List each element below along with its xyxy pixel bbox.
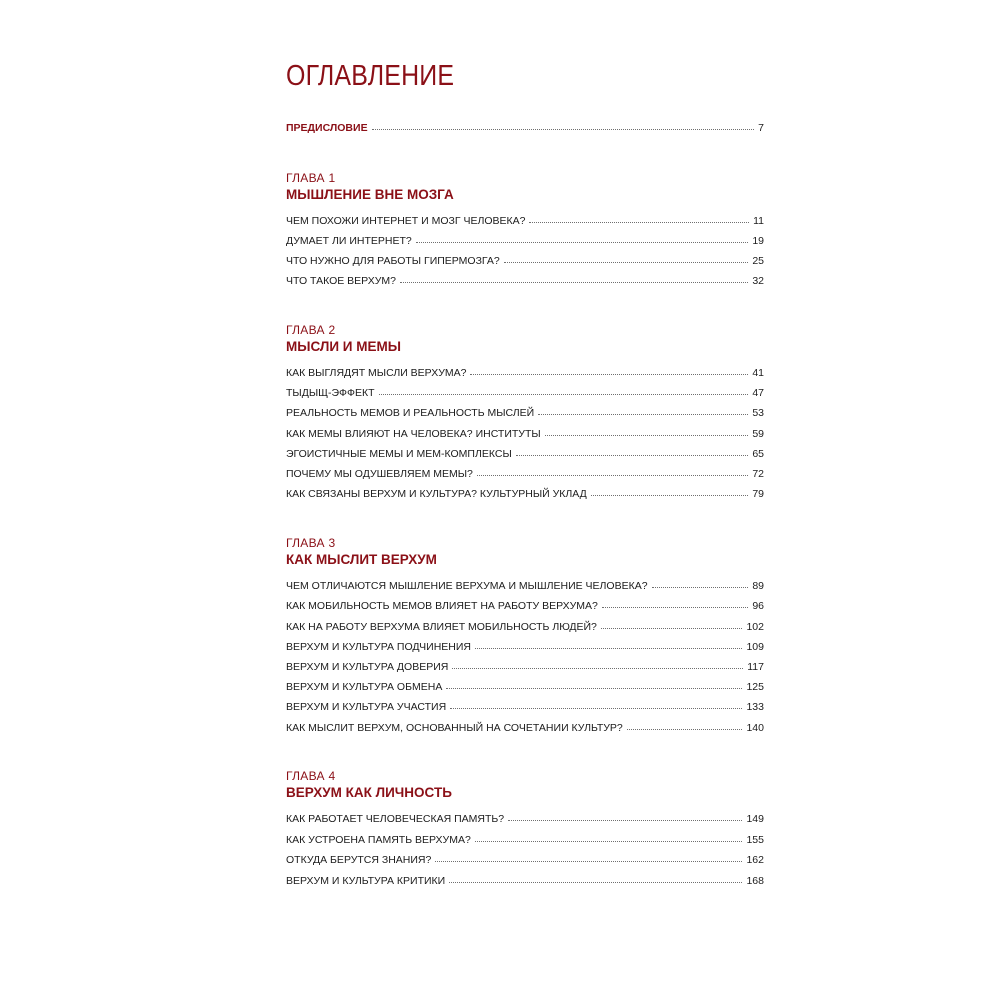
toc-entry-page: 19 [752, 235, 764, 247]
toc-entry-page: 96 [752, 600, 764, 612]
toc-entry[interactable] [286, 639, 764, 655]
toc-entry-page: 53 [752, 407, 764, 419]
toc-entry-page: 32 [752, 275, 764, 287]
toc-entry[interactable] [286, 619, 764, 635]
toc-entry-label: ДУМАЕТ ЛИ ИНТЕРНЕТ? [286, 235, 412, 247]
toc-entry-label: ЭГОИСТИЧНЫЕ МЕМЫ И МЕМ-КОМПЛЕКСЫ [286, 448, 512, 460]
toc-entry[interactable] [286, 385, 764, 401]
toc-entry-page: 59 [752, 428, 764, 440]
dot-leader [379, 394, 749, 395]
toc-entry-page: 168 [746, 875, 764, 887]
dot-leader [602, 607, 748, 608]
dot-leader [400, 282, 748, 283]
toc-entry-page: 41 [752, 367, 764, 379]
toc-entry-page: 149 [746, 813, 764, 825]
toc-entry-preface[interactable] [286, 120, 764, 136]
dot-leader [508, 820, 742, 821]
toc-entry-label: ВЕРХУМ И КУЛЬТУРА ОБМЕНА [286, 681, 443, 693]
dot-leader [470, 374, 748, 375]
dot-leader [516, 455, 749, 456]
toc-entry-label: КАК СВЯЗАНЫ ВЕРХУМ И КУЛЬТУРА? КУЛЬТУРНЫЙ УКЛАД [286, 488, 587, 500]
toc-entry-label: КАК МЫСЛИТ ВЕРХУМ, ОСНОВАННЫЙ НА СОЧЕТАНИИ КУЛЬТУР? [286, 722, 623, 734]
toc-entry[interactable] [286, 405, 764, 421]
dot-leader [435, 861, 742, 862]
toc-entry[interactable] [286, 446, 764, 462]
chapter-label: ГЛАВА 4 [286, 769, 336, 783]
toc-entry[interactable] [286, 699, 764, 715]
toc-entry-page: 47 [752, 387, 764, 399]
toc-entry-page: 125 [746, 681, 764, 693]
chapter-title: МЫСЛИ И МЕМЫ [286, 339, 401, 354]
toc-entry[interactable] [286, 811, 764, 827]
toc-entry-label: ОТКУДА БЕРУТСЯ ЗНАНИЯ? [286, 854, 432, 866]
toc-entry-label: РЕАЛЬНОСТЬ МЕМОВ И РЕАЛЬНОСТЬ МЫСЛЕЙ [286, 407, 535, 419]
toc-entry-page: 79 [752, 488, 764, 500]
toc-entry-label: ВЕРХУМ И КУЛЬТУРА КРИТИКИ [286, 875, 446, 887]
dot-leader [627, 729, 743, 730]
toc-entry-label: ВЕРХУМ И КУЛЬТУРА УЧАСТИЯ [286, 701, 447, 713]
toc-entry-label: КАК УСТРОЕНА ПАМЯТЬ ВЕРХУМА? [286, 834, 471, 846]
dot-leader [449, 882, 742, 883]
toc-entry-label: ВЕРХУМ И КУЛЬТУРА ДОВЕРИЯ [286, 661, 449, 673]
dot-leader [446, 688, 742, 689]
toc-entry-page: 140 [746, 722, 764, 734]
toc-entry[interactable] [286, 486, 764, 502]
dot-leader [529, 222, 749, 223]
toc-entry[interactable] [286, 213, 764, 229]
dot-leader [477, 475, 748, 476]
dot-leader [601, 628, 743, 629]
toc-entry[interactable] [286, 273, 764, 289]
dot-leader [372, 129, 755, 130]
toc-entry-label: КАК МЕМЫ ВЛИЯЮТ НА ЧЕЛОВЕКА? ИНСТИТУТЫ [286, 428, 541, 440]
toc-entry-label: КАК РАБОТАЕТ ЧЕЛОВЕЧЕСКАЯ ПАМЯТЬ? [286, 813, 505, 825]
dot-leader [504, 262, 749, 263]
toc-entry[interactable] [286, 466, 764, 482]
toc-entry-label: ВЕРХУМ И КУЛЬТУРА ПОДЧИНЕНИЯ [286, 641, 472, 653]
toc-entry-label: ЧТО НУЖНО ДЛЯ РАБОТЫ ГИПЕРМОЗГА? [286, 255, 500, 267]
toc-entry[interactable] [286, 578, 764, 594]
toc-entry-label: ЧЕМ ПОХОЖИ ИНТЕРНЕТ И МОЗГ ЧЕЛОВЕКА? [286, 215, 526, 227]
dot-leader [545, 435, 749, 436]
toc-entry-label: ТЫДЫЩ-ЭФФЕКТ [286, 387, 375, 399]
toc-entry-label: ПОЧЕМУ МЫ ОДУШЕВЛЯЕМ МЕМЫ? [286, 468, 473, 480]
toc-entry-page: 102 [746, 621, 764, 633]
chapter-label: ГЛАВА 3 [286, 536, 336, 550]
toc-entry-page: 109 [746, 641, 764, 653]
toc-entry[interactable] [286, 679, 764, 695]
dot-leader [475, 841, 743, 842]
chapter-label: ГЛАВА 2 [286, 323, 336, 337]
toc-entry-page: 133 [746, 701, 764, 713]
toc-entry[interactable] [286, 720, 764, 736]
chapter-label: ГЛАВА 1 [286, 171, 336, 185]
toc-entry-label: КАК НА РАБОТУ ВЕРХУМА ВЛИЯЕТ МОБИЛЬНОСТЬ ЛЮДЕЙ? [286, 621, 597, 633]
toc-entry-label: ЧТО ТАКОЕ ВЕРХУМ? [286, 275, 396, 287]
toc-entry-page: 117 [747, 661, 764, 673]
toc-entry[interactable] [286, 253, 764, 269]
toc-entry-page: 162 [746, 854, 764, 866]
chapter-title: МЫШЛЕНИЕ ВНЕ МОЗГА [286, 187, 454, 202]
toc-entry-page: 155 [746, 834, 764, 846]
toc-entry[interactable] [286, 598, 764, 614]
chapter-title: КАК МЫСЛИТ ВЕРХУМ [286, 552, 437, 567]
toc-entry-label: КАК ВЫГЛЯДЯТ МЫСЛИ ВЕРХУМА? [286, 367, 467, 379]
dot-leader [452, 668, 743, 669]
toc-entry[interactable] [286, 426, 764, 442]
toc-entry[interactable] [286, 365, 764, 381]
toc-entry[interactable] [286, 852, 764, 868]
dot-leader [475, 648, 742, 649]
toc-entry[interactable] [286, 659, 764, 675]
toc-entry-page: 7 [758, 122, 764, 134]
toc-entry-page: 72 [752, 468, 764, 480]
page-title: ОГЛАВЛЕНИЕ [286, 60, 455, 92]
toc-entry[interactable] [286, 873, 764, 889]
toc-entry-label: КАК МОБИЛЬНОСТЬ МЕМОВ ВЛИЯЕТ НА РАБОТУ ВЕРХУМА? [286, 600, 598, 612]
toc-entry[interactable] [286, 233, 764, 249]
dot-leader [652, 587, 749, 588]
dot-leader [416, 242, 749, 243]
dot-leader [538, 414, 748, 415]
toc-entry[interactable] [286, 832, 764, 848]
toc-entry-page: 11 [753, 215, 764, 227]
toc-entry-page: 25 [752, 255, 764, 267]
toc-entry-page: 65 [752, 448, 764, 460]
dot-leader [450, 708, 742, 709]
chapter-title: ВЕРХУМ КАК ЛИЧНОСТЬ [286, 785, 452, 800]
dot-leader [591, 495, 749, 496]
toc-entry-label: ПРЕДИСЛОВИЕ [286, 122, 368, 134]
toc-entry-page: 89 [752, 580, 764, 592]
toc-entry-label: ЧЕМ ОТЛИЧАЮТСЯ МЫШЛЕНИЕ ВЕРХУМА И МЫШЛЕНИЕ ЧЕЛОВЕКА? [286, 580, 648, 592]
